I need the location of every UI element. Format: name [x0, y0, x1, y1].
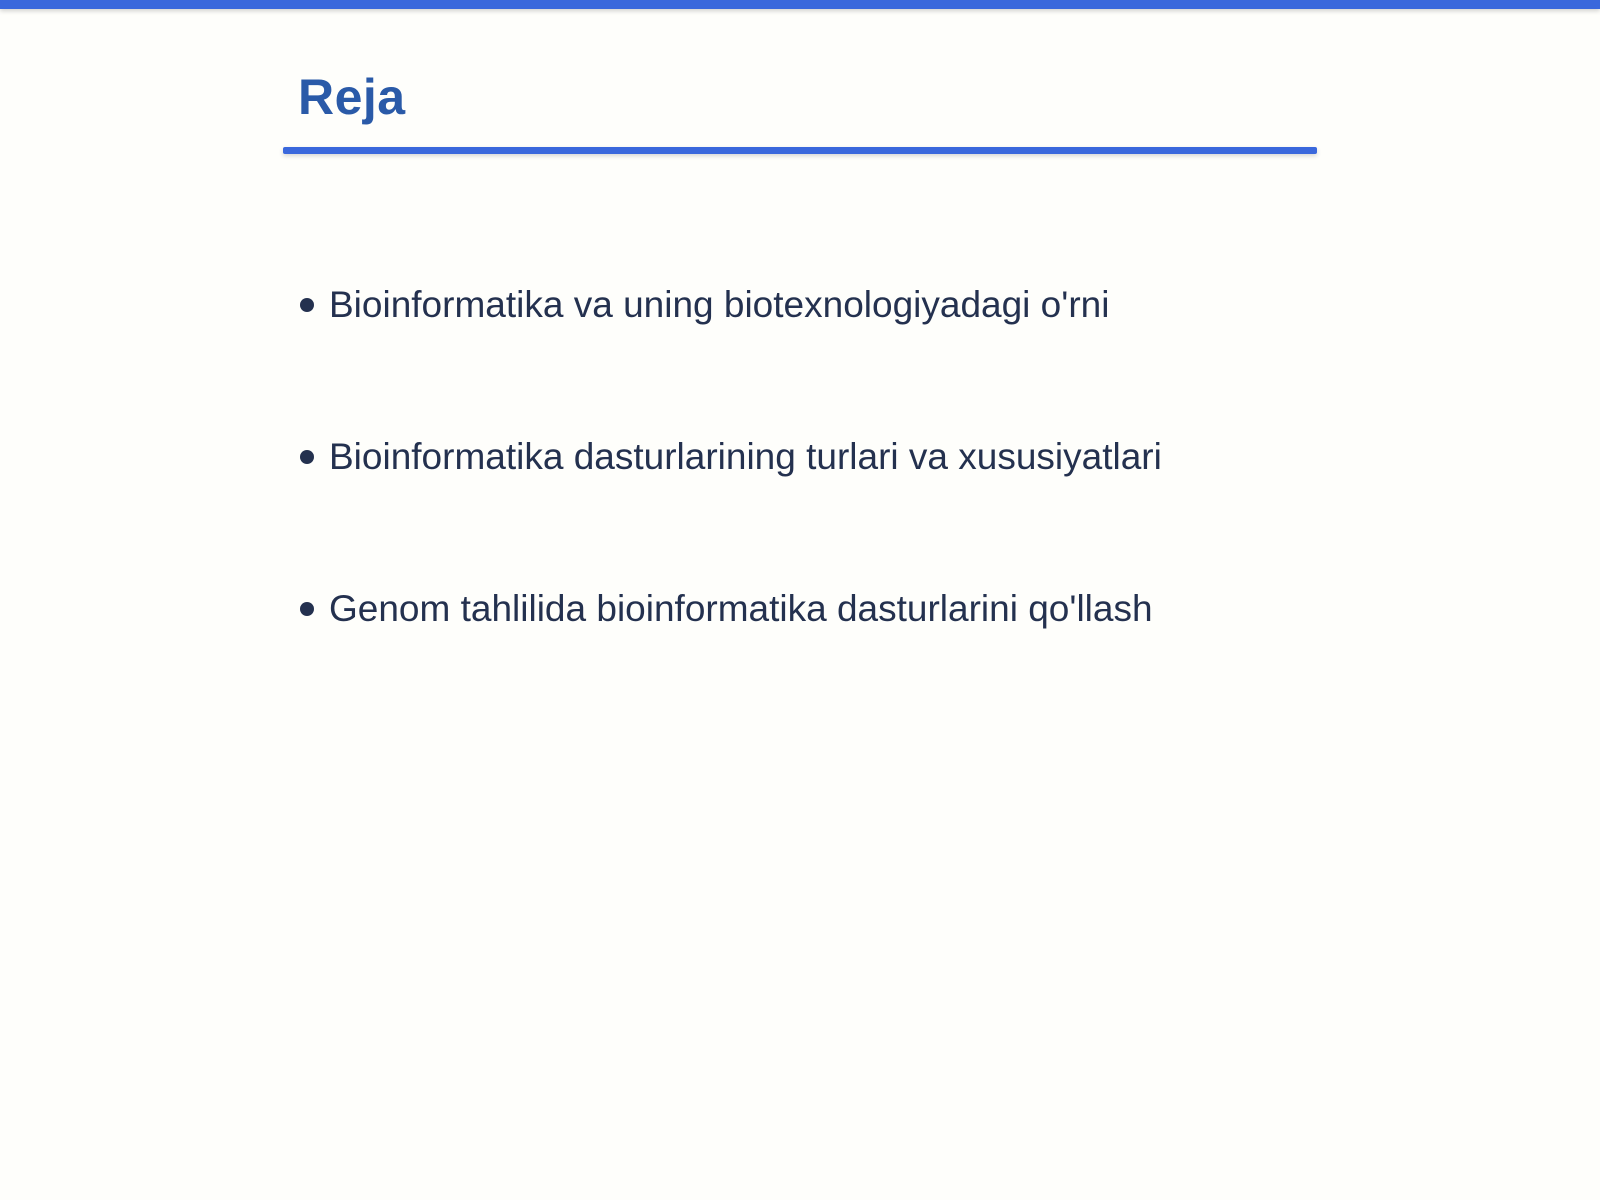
bullet-text: Bioinformatika dasturlarining turlari va xususiyatlari: [329, 436, 1162, 477]
bullet-item: [300, 583, 1162, 635]
bullet-text: Genom tahlilida bioinformatika dasturlarini qo'llash: [329, 588, 1153, 629]
bullet-text: Bioinformatika va uning biotexnologiyadagi o'rni: [329, 284, 1110, 325]
bullet-dot-icon: [300, 298, 314, 312]
bullet-item: [300, 431, 1162, 483]
slide-title: Reja: [298, 69, 406, 125]
top-accent-bar: [0, 0, 1600, 9]
title-underline: [283, 147, 1317, 154]
bullet-list: [300, 279, 1162, 735]
bullet-item: [300, 279, 1162, 331]
bullet-dot-icon: [300, 602, 314, 616]
bullet-dot-icon: [300, 450, 314, 464]
